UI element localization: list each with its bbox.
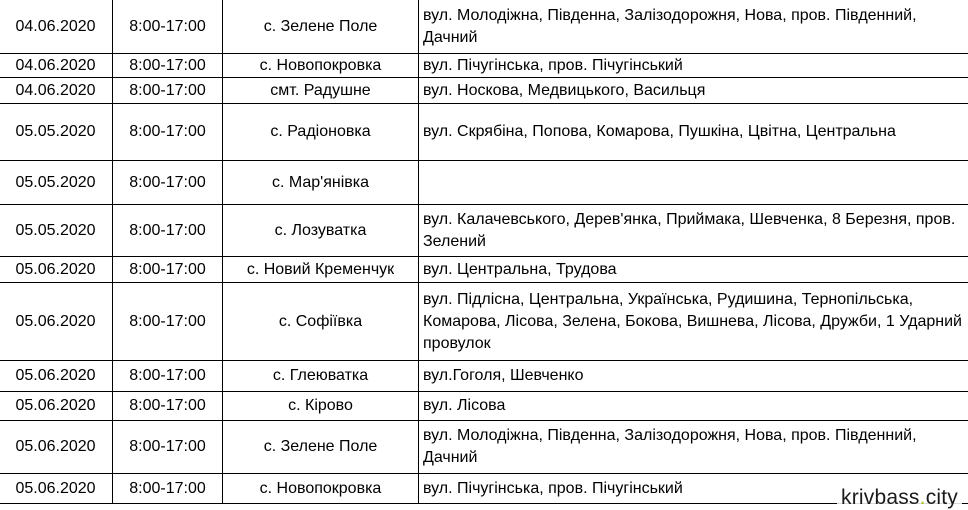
village-cell: с. Новий Кременчук [223,257,419,283]
date-cell: 05.06.2020 [0,421,113,474]
streets-cell: вул. Калачевського, Дерев'янка, Приймака, Шевченка, 8 Березня, пров. Зелений [419,205,968,257]
time-cell: 8:00-17:00 [113,421,223,474]
date-cell: 05.06.2020 [0,257,113,283]
time-cell: 8:00-17:00 [113,474,223,504]
table-row [0,104,968,161]
village-cell: с. Лозуватка [223,205,419,257]
date-cell: 04.06.2020 [0,54,113,78]
date-cell: 05.06.2020 [0,474,113,504]
village-cell: с. Новопокровка [223,474,419,504]
streets-cell: вул. Молодіжна, Південна, Залізодорожня, Нова, пров. Південний, Дачний [419,0,968,54]
table-row [0,392,968,421]
village-cell: с. Кірово [223,392,419,421]
time-cell: 8:00-17:00 [113,205,223,257]
streets-cell: вул. Пічугінська, пров. Пічугінський [419,474,968,504]
streets-cell: вул. Скрябіна, Попова, Комарова, Пушкіна, Цвітна, Центральна [419,104,968,161]
date-cell: 05.05.2020 [0,104,113,161]
streets-cell: вул. Пічугінська, пров. Пічугінський [419,54,968,78]
village-cell: с. Мар'янівка [223,161,419,205]
table-row [0,421,968,474]
streets-cell: вул. Лісова [419,392,968,421]
time-cell: 8:00-17:00 [113,361,223,392]
time-cell: 8:00-17:00 [113,104,223,161]
streets-cell: вул. Носкова, Медвицького, Васильця [419,78,968,104]
streets-cell: вул. Підлісна, Центральна, Українська, Рудишина, Тернопільська, Комарова, Лісова, Зелена, Бокова, Вишнева, Лісова, Дружби, 1 Ударний провулок [419,283,968,361]
streets-cell [419,161,968,205]
date-cell: 05.06.2020 [0,392,113,421]
date-cell: 05.05.2020 [0,205,113,257]
table-row [0,161,968,205]
table-row [0,54,968,78]
date-cell: 05.06.2020 [0,283,113,361]
time-cell: 8:00-17:00 [113,161,223,205]
table-row [0,0,968,54]
streets-cell: вул.Гоголя, Шевченко [419,361,968,392]
site-watermark [837,486,962,510]
time-cell: 8:00-17:00 [113,54,223,78]
village-cell: с. Зелене Поле [223,421,419,474]
village-cell: с. Зелене Поле [223,0,419,54]
table-row [0,283,968,361]
time-cell: 8:00-17:00 [113,392,223,421]
table-row [0,474,968,504]
village-cell: смт. Радушне [223,78,419,104]
watermark-part2: city [926,486,958,509]
village-cell: с. Радіоновка [223,104,419,161]
watermark-dot: . [920,486,926,509]
time-cell: 8:00-17:00 [113,78,223,104]
date-cell: 04.06.2020 [0,78,113,104]
time-cell: 8:00-17:00 [113,283,223,361]
village-cell: с. Новопокровка [223,54,419,78]
streets-cell: вул. Молодіжна, Південна, Залізодорожня, Нова, пров. Південний, Дачний [419,421,968,474]
village-cell: с. Глеюватка [223,361,419,392]
time-cell: 8:00-17:00 [113,0,223,54]
watermark-part1: krivbass [841,486,920,509]
table-row [0,361,968,392]
date-cell: 05.06.2020 [0,361,113,392]
table-row [0,257,968,283]
table-row [0,78,968,104]
village-cell: с. Софіївка [223,283,419,361]
table-row [0,205,968,257]
date-cell: 04.06.2020 [0,0,113,54]
streets-cell: вул. Центральна, Трудова [419,257,968,283]
time-cell: 8:00-17:00 [113,257,223,283]
date-cell: 05.05.2020 [0,161,113,205]
